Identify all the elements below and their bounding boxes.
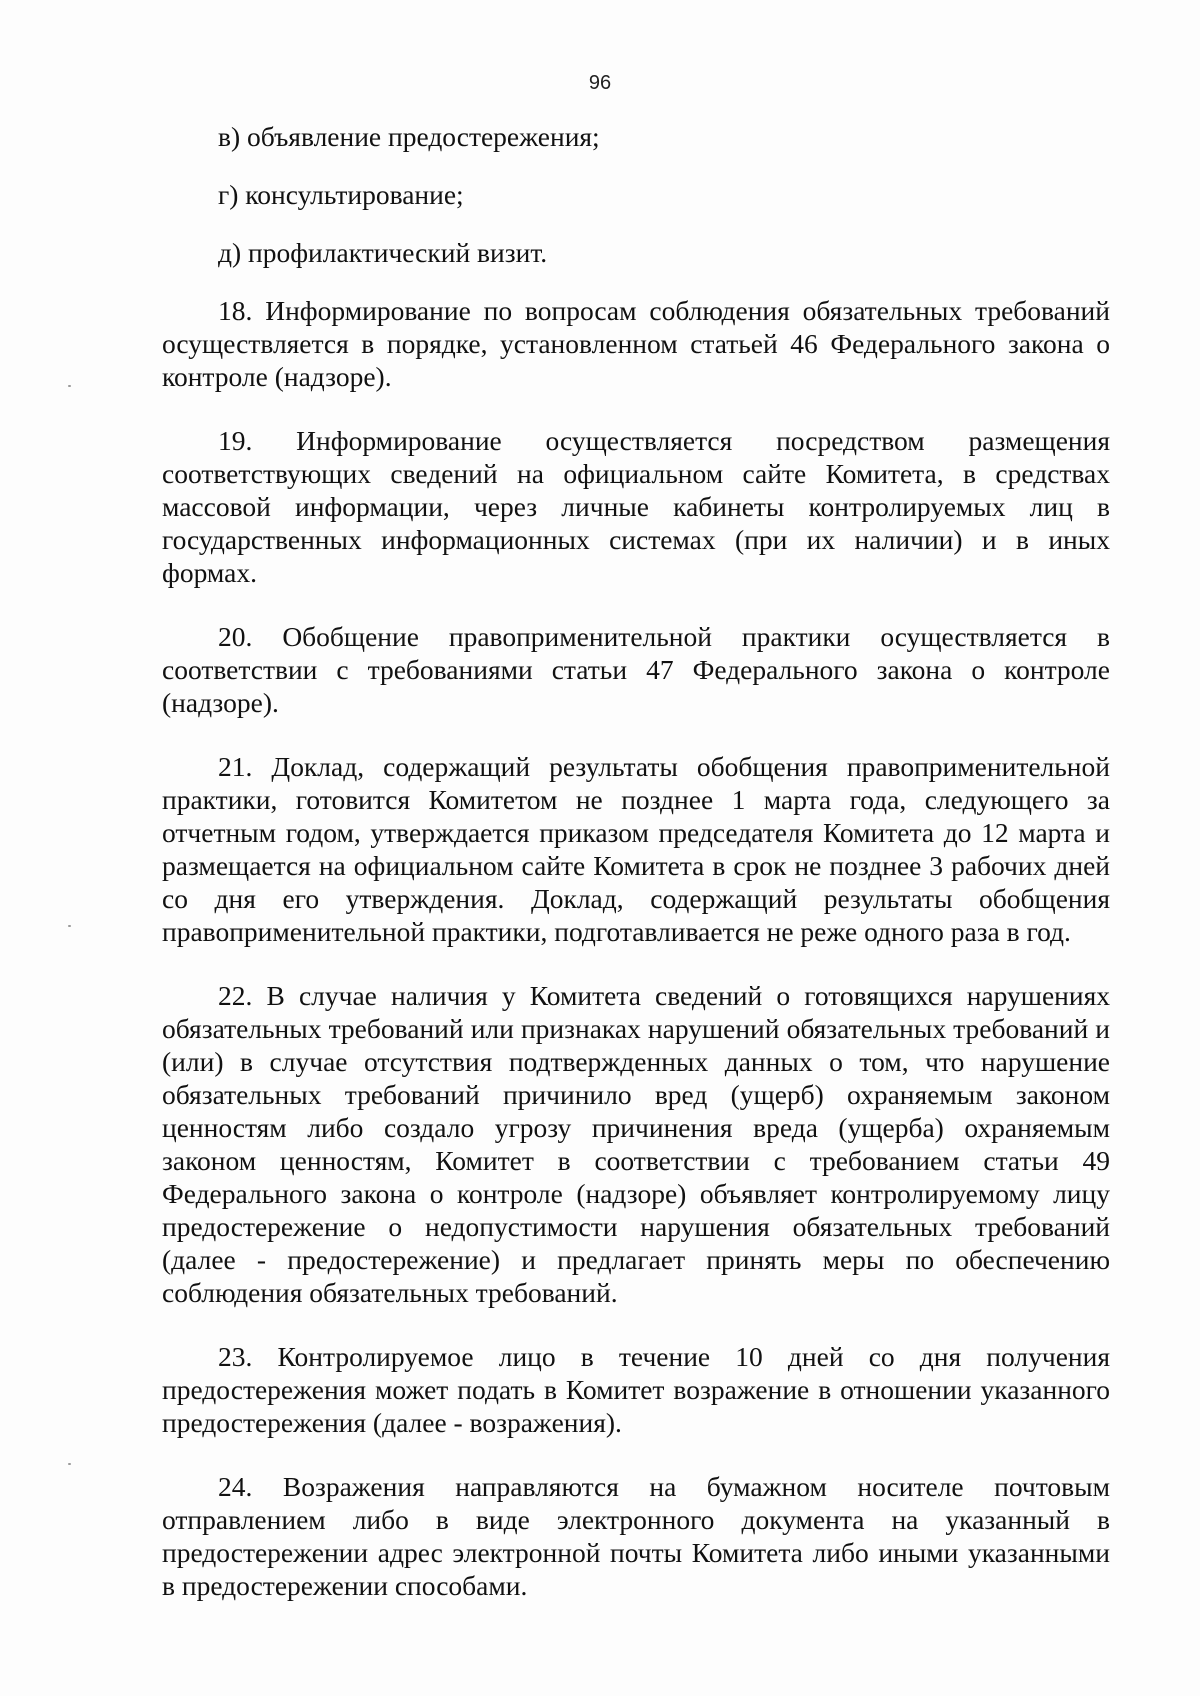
paragraph-23: 23. Контролируемое лицо в течение 10 дней со дня получения предостережения может подать в Комитет возражение в отношении указанного предостережения (далее - возражения).	[162, 1341, 1110, 1438]
paragraph-22: 22. В случае наличия у Комитета сведений о готовящихся нарушениях обязательных требований или признаках нарушений обязательных требований и (или) в случае отсутствия подтвержденных данных о том, что нарушение обязательных требований причинило вред (ущерб) охраняемым законом ценностям либо создало угрозу причинения вреда (ущерба) охраняемым законом ценностям, Комитет в соответствии с требованием статьи 49 Федерального закона о контроле (надзоре) объявляет контролируемому лицу предостережение о недопустимости нарушения обязательных требований (далее - предостережение) и предлагает принять меры по обеспечению соблюдения обязательных требований.	[162, 980, 1110, 1308]
list-item-v: в) объявление предостережения;	[218, 121, 600, 152]
scan-speck	[68, 385, 71, 387]
paragraph-21: 21. Доклад, содержащий результаты обобщения правоприменительной практики, готовится Комитетом не позднее 1 марта года, следующего за отчетным годом, утверждается приказом председателя Комитета до 12 марта и размещается на официальном сайте Комитета в срок не позднее 3 рабочих дней со дня его утверждения. Доклад, содержащий результаты обобщения правоприменительной практики, подготавливается не реже одного раза в год.	[162, 751, 1110, 947]
list-item-g: г) консультирование;	[218, 179, 464, 210]
paragraph-18: 18. Информирование по вопросам соблюдения обязательных требований осуществляется в порядке, установленном статьей 46 Федерального закона о контроле (надзоре).	[162, 295, 1110, 392]
paragraph-24: 24. Возражения направляются на бумажном носителе почтовым отправлением либо в виде электронного документа на указанный в предостережении адрес электронной почты Комитета либо иными указанными в предостережении способами.	[162, 1471, 1110, 1601]
document-body	[162, 120, 1110, 1602]
page-number: 96	[588, 72, 612, 94]
paragraph-20: 20. Обобщение правоприменительной практики осуществляется в соответствии с требованиями статьи 47 Федерального закона о контроле (надзоре).	[162, 621, 1110, 718]
paragraph-19: 19. Информирование осуществляется посредством размещения соответствующих сведений на официальном сайте Комитета, в средствах массовой информации, через личные кабинеты контролируемых лиц в государственных информационных системах (при их наличии) и в иных формах.	[162, 425, 1110, 588]
scan-speck	[68, 925, 71, 927]
scan-speck	[68, 1463, 71, 1465]
list-item-d: д) профилактический визит.	[218, 237, 548, 268]
